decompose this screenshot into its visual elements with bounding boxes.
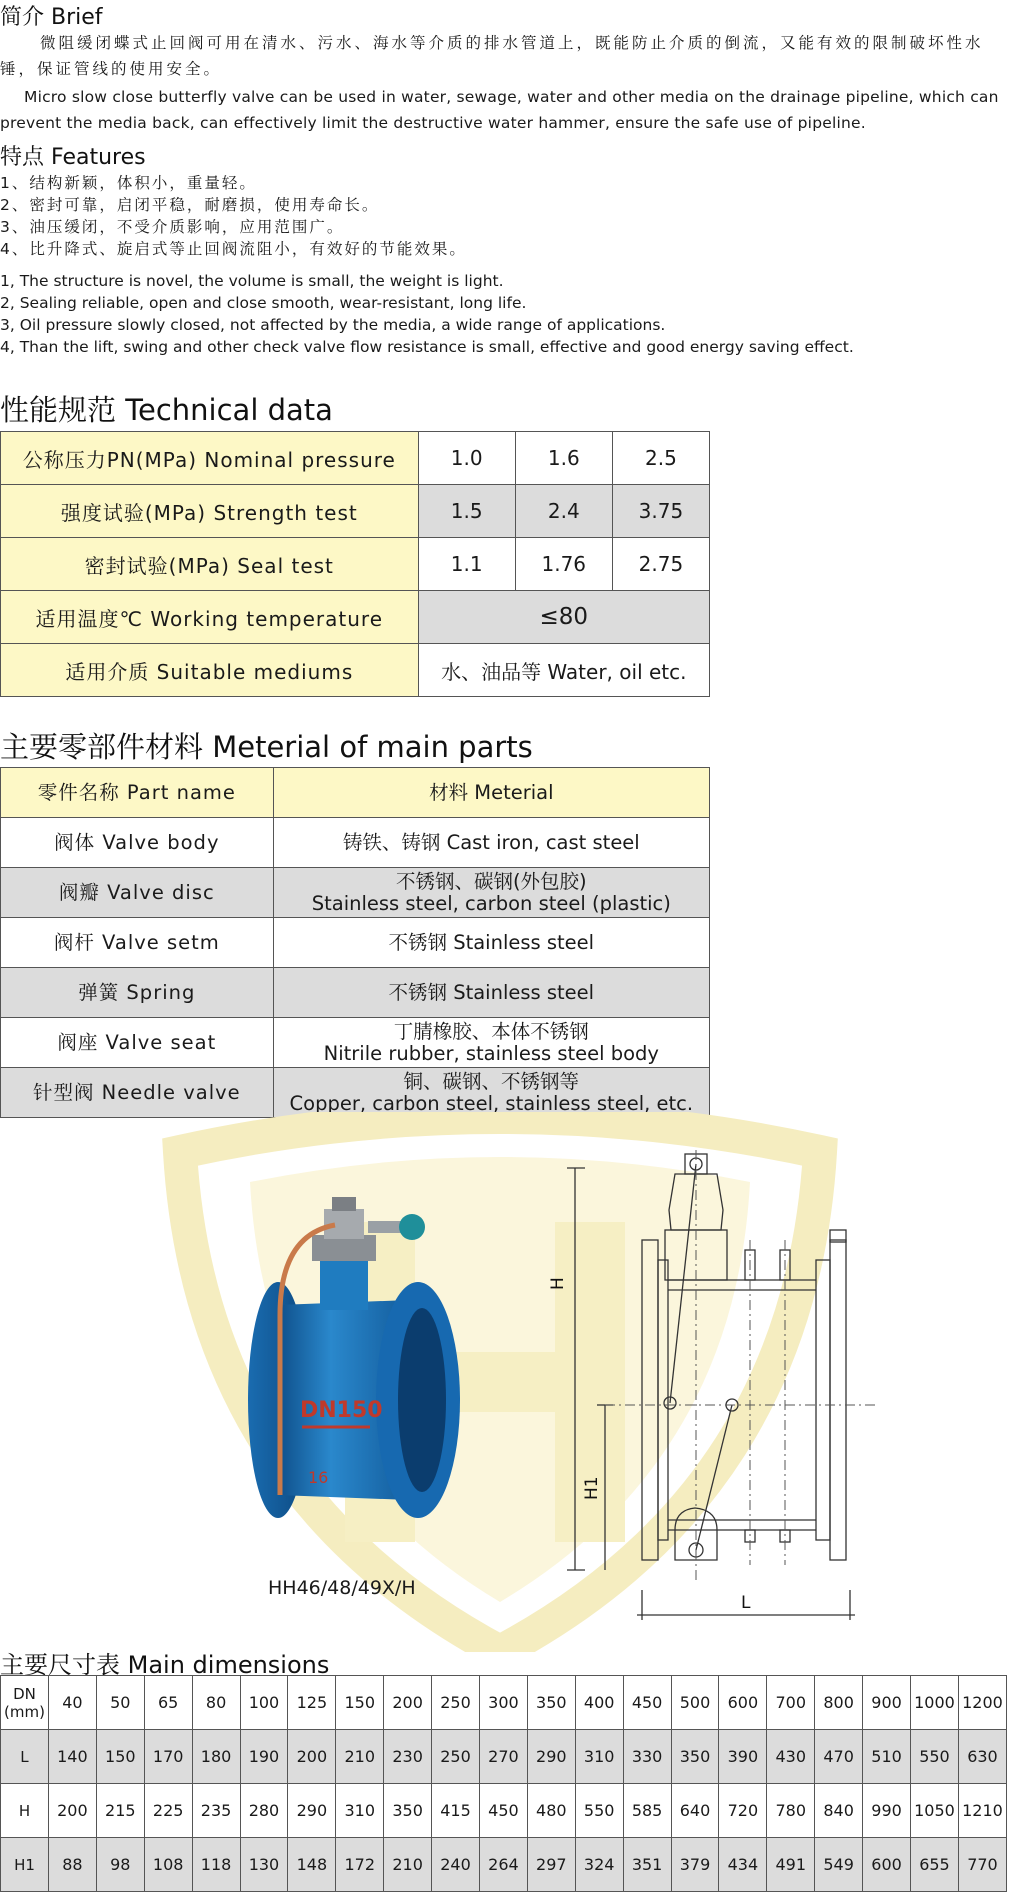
table-row [1, 591, 710, 644]
cell-value: 2.75 [612, 538, 709, 591]
features-heading: 特点 Features [0, 145, 146, 170]
table-header-row [1, 1676, 1007, 1730]
feature-cn-item: 2、密封可靠，启闭平稳，耐磨损，使用寿命长。 [0, 196, 380, 214]
model-caption: HH46/48/49X/H [268, 1577, 416, 1599]
part-material [273, 968, 709, 1018]
cell-value: 180 [192, 1730, 240, 1784]
row-label: 适用温度℃ Working temperature [1, 591, 419, 644]
material-line-2: Stainless steel, carbon steel (plastic) [311, 891, 671, 915]
cell-value: 450 [623, 1676, 671, 1730]
dn-unit: (mm) [4, 1702, 45, 1721]
table-row [1, 868, 710, 918]
cell-value: 225 [144, 1784, 192, 1838]
table-row [1, 918, 710, 968]
row-label: H1 [1, 1838, 49, 1892]
cell-value: 655 [910, 1838, 958, 1892]
cell-value: 2.5 [612, 432, 709, 485]
dim-label-h1: H1 [582, 1476, 602, 1500]
row-label: 强度试验(MPa) Strength test [1, 485, 419, 538]
table-row [1, 644, 710, 697]
cell-value: 630 [958, 1730, 1006, 1784]
cell-value: 125 [288, 1676, 336, 1730]
part-name: 阀瓣 Valve disc [1, 868, 274, 918]
cell-value: 水、油品等 Water, oil etc. [418, 644, 709, 697]
cell-value: 2.4 [515, 485, 612, 538]
cell-value: 1200 [958, 1676, 1006, 1730]
cell-value: 350 [384, 1784, 432, 1838]
row-label: H [1, 1784, 49, 1838]
cell-value: 3.75 [612, 485, 709, 538]
feature-cn-item: 4、比升降式、旋启式等止回阀流阻小，有效好的节能效果。 [0, 240, 467, 258]
part-material [273, 1068, 709, 1118]
feature-cn-item: 1、结构新颖，体积小，重量轻。 [0, 174, 257, 192]
table-row [1, 1018, 710, 1068]
cell-value: 840 [815, 1784, 863, 1838]
cell-value: 1000 [910, 1676, 958, 1730]
table-row [1, 1838, 1007, 1892]
valve-marking-dn: DN150 [300, 1398, 383, 1423]
cell-value: 290 [288, 1784, 336, 1838]
cell-value: 1.5 [418, 485, 515, 538]
valve-product-illustration [240, 1195, 470, 1550]
cell-value: 415 [432, 1784, 480, 1838]
table-row [1, 538, 710, 591]
cell-value: 150 [336, 1676, 384, 1730]
cell-value: 65 [144, 1676, 192, 1730]
part-name: 阀体 Valve body [1, 818, 274, 868]
cell-value: 1.76 [515, 538, 612, 591]
dimensions-table [0, 1675, 1007, 1892]
feature-cn-item: 3、油压缓闭，不受介质影响，应用范围广。 [0, 218, 345, 236]
technical-heading: 性能规范 Technical data [0, 393, 333, 427]
part-material [273, 868, 709, 918]
cell-value: 510 [863, 1730, 911, 1784]
cell-value: 310 [575, 1730, 623, 1784]
cell-value: 780 [767, 1784, 815, 1838]
feature-en-item: 4, Than the lift, swing and other check valve flow resistance is small, effective and good energy saving effect. [0, 338, 854, 356]
cell-value: 470 [815, 1730, 863, 1784]
part-material [273, 918, 709, 968]
cell-value: 550 [910, 1730, 958, 1784]
cell-value: 270 [479, 1730, 527, 1784]
cell-value: 1050 [910, 1784, 958, 1838]
cell-value: 700 [767, 1676, 815, 1730]
material-line-1: 不锈钢 Stainless steel [388, 930, 595, 954]
cell-value: 351 [623, 1838, 671, 1892]
cell-value: 390 [719, 1730, 767, 1784]
cell-value: 1.1 [418, 538, 515, 591]
table-row [1, 1784, 1007, 1838]
cell-value: 108 [144, 1838, 192, 1892]
cell-value: 40 [48, 1676, 96, 1730]
cell-value: 297 [527, 1838, 575, 1892]
feature-en-item: 3, Oil pressure slowly closed, not affected by the media, a wide range of applications. [0, 316, 666, 334]
part-name: 阀座 Valve seat [1, 1018, 274, 1068]
cell-value: 80 [192, 1676, 240, 1730]
cell-value: 480 [527, 1784, 575, 1838]
features-cn-list [0, 172, 467, 260]
cell-value: 290 [527, 1730, 575, 1784]
part-material [273, 818, 709, 868]
row-label [1, 1676, 49, 1730]
feature-en-item: 2, Sealing reliable, open and close smooth, wear-resistant, long life. [0, 294, 527, 312]
cell-value: 210 [336, 1730, 384, 1784]
cell-value: 549 [815, 1838, 863, 1892]
cell-value: 50 [96, 1676, 144, 1730]
cell-value: 900 [863, 1676, 911, 1730]
parts-heading: 主要零部件材料 Meterial of main parts [0, 730, 533, 764]
dim-label-l: L [741, 1593, 751, 1613]
cell-value: 585 [623, 1784, 671, 1838]
part-name: 弹簧 Spring [1, 968, 274, 1018]
cell-value: 1210 [958, 1784, 1006, 1838]
cell-value: 450 [479, 1784, 527, 1838]
cell-value: 200 [288, 1730, 336, 1784]
cell-value: 215 [96, 1784, 144, 1838]
table-row [1, 432, 710, 485]
cell-value: 1.0 [418, 432, 515, 485]
part-material [273, 1018, 709, 1068]
material-line-1: 铸铁、铸钢 Cast iron, cast steel [342, 830, 640, 854]
cell-value: 172 [336, 1838, 384, 1892]
dn-label: DN [13, 1684, 36, 1703]
table-row [1, 968, 710, 1018]
cell-value: 324 [575, 1838, 623, 1892]
cell-value: 990 [863, 1784, 911, 1838]
cell-value: 550 [575, 1784, 623, 1838]
cell-value: 770 [958, 1838, 1006, 1892]
cell-value: 170 [144, 1730, 192, 1784]
part-name: 针型阀 Needle valve [1, 1068, 274, 1118]
cell-value: ≤80 [418, 591, 709, 644]
row-label: 适用介质 Suitable mediums [1, 644, 419, 697]
row-label: L [1, 1730, 49, 1784]
cell-value: 264 [479, 1838, 527, 1892]
cell-value: 720 [719, 1784, 767, 1838]
cell-value: 235 [192, 1784, 240, 1838]
cell-value: 350 [671, 1730, 719, 1784]
brief-heading: 简介 Brief [0, 5, 103, 30]
valve-marking-pn: 16 [308, 1468, 329, 1487]
table-row [1, 818, 710, 868]
cell-value: 640 [671, 1784, 719, 1838]
feature-en-item: 1, The structure is novel, the volume is small, the weight is light. [0, 272, 504, 290]
features-en-list [0, 270, 854, 358]
column-header: 材料 Meterial [273, 768, 709, 818]
material-line-1: 不锈钢 Stainless steel [388, 980, 595, 1004]
cell-value: 240 [432, 1838, 480, 1892]
cell-value: 98 [96, 1838, 144, 1892]
table-header-row [1, 768, 710, 818]
brief-en-text: Micro slow close butterfly valve can be used in water, sewage, water and other media on the drainage pipeline, which can prevent the media back, can effectively limit the destructive water hammer, ensure the safe use of pipeline. [0, 88, 999, 132]
cell-value: 800 [815, 1676, 863, 1730]
cell-value: 600 [863, 1838, 911, 1892]
dimensions-heading: 主要尺寸表 Main dimensions [0, 1651, 330, 1679]
row-label: 公称压力PN(MPa) Nominal pressure [1, 432, 419, 485]
cell-value: 130 [240, 1838, 288, 1892]
material-line-1: 铜、碳钢、不锈钢等 [403, 1069, 580, 1093]
cell-value: 300 [479, 1676, 527, 1730]
cell-value: 280 [240, 1784, 288, 1838]
cell-value: 500 [671, 1676, 719, 1730]
brief-cn-text: 微阻缓闭蝶式止回阀可用在清水、污水、海水等介质的排水管道上，既能防止介质的倒流，又能有效的限制破坏性水锤，保证管线的使用安全。 [0, 34, 984, 78]
table-row [1, 485, 710, 538]
column-header: 零件名称 Part name [1, 768, 274, 818]
cell-value: 379 [671, 1838, 719, 1892]
technical-table [0, 431, 710, 697]
dim-label-h: H [548, 1277, 568, 1290]
cell-value: 430 [767, 1730, 815, 1784]
cell-value: 200 [48, 1784, 96, 1838]
material-line-2: Copper, carbon steel, stainless steel, etc. [289, 1091, 694, 1115]
cell-value: 600 [719, 1676, 767, 1730]
part-name: 阀杆 Valve setm [1, 918, 274, 968]
material-line-1: 丁腈橡胶、本体不锈钢 [393, 1019, 589, 1043]
material-line-1: 不锈钢、碳钢(外包胶) [395, 869, 587, 893]
cell-value: 148 [288, 1838, 336, 1892]
cell-value: 100 [240, 1676, 288, 1730]
cell-value: 250 [432, 1676, 480, 1730]
cell-value: 118 [192, 1838, 240, 1892]
cell-value: 200 [384, 1676, 432, 1730]
cell-value: 434 [719, 1838, 767, 1892]
cell-value: 210 [384, 1838, 432, 1892]
cell-value: 250 [432, 1730, 480, 1784]
cell-value: 330 [623, 1730, 671, 1784]
table-row [1, 1068, 710, 1118]
cell-value: 88 [48, 1838, 96, 1892]
cell-value: 230 [384, 1730, 432, 1784]
cell-value: 491 [767, 1838, 815, 1892]
cell-value: 350 [527, 1676, 575, 1730]
cell-value: 150 [96, 1730, 144, 1784]
cell-value: 140 [48, 1730, 96, 1784]
row-label: 密封试验(MPa) Seal test [1, 538, 419, 591]
cell-value: 400 [575, 1676, 623, 1730]
parts-table [0, 767, 710, 1118]
cell-value: 310 [336, 1784, 384, 1838]
cell-value: 1.6 [515, 432, 612, 485]
table-row [1, 1730, 1007, 1784]
material-line-2: Nitrile rubber, stainless steel body [323, 1041, 659, 1065]
cell-value: 190 [240, 1730, 288, 1784]
valve-technical-drawing [545, 1150, 890, 1625]
